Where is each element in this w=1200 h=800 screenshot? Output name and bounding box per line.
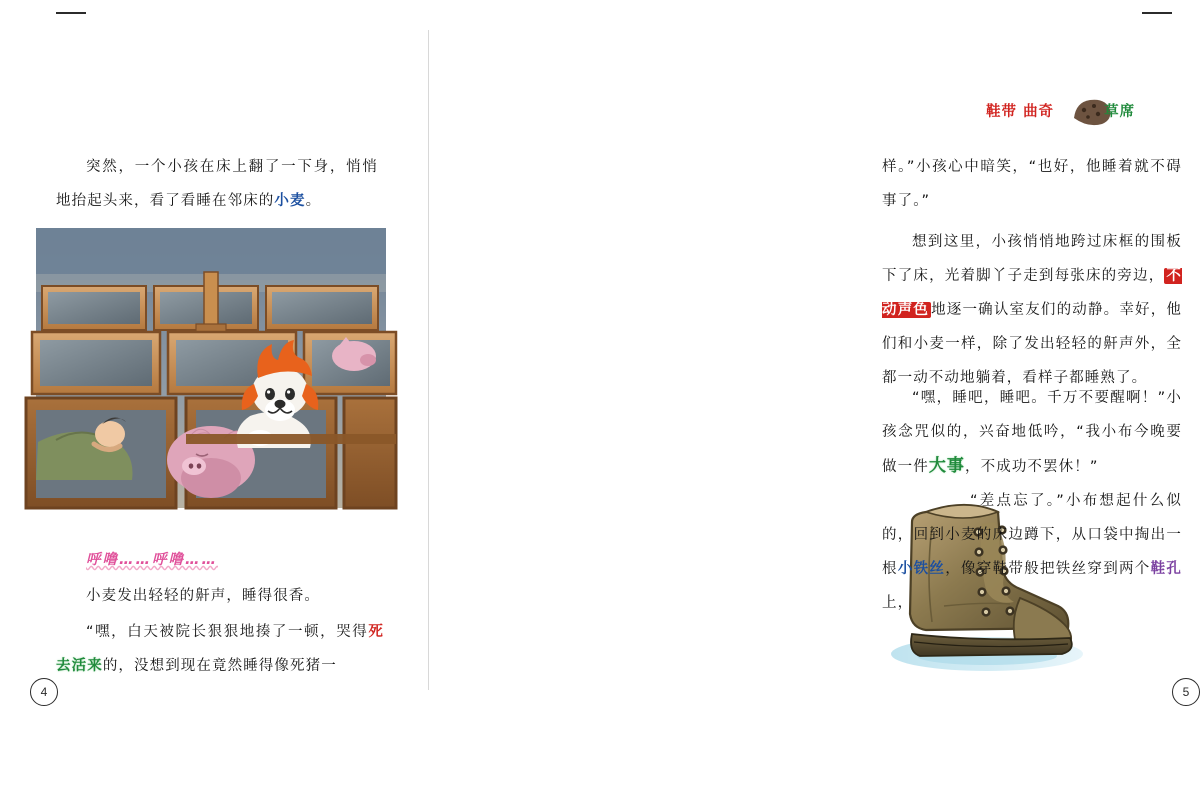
paragraph <box>882 225 1182 395</box>
left-page-bottom-paragraphs <box>56 543 384 685</box>
paragraph <box>56 579 384 613</box>
right-paragraph-3 <box>882 381 1182 486</box>
right-page <box>430 0 1190 712</box>
page-number-rule <box>56 12 86 14</box>
text-run: 样。”小孩心中暗笑，“也好，他睡着就不碍事了。” <box>882 159 1182 209</box>
text-run: “嘿，白天被院长狠狠地揍了一顿，哭得 <box>86 624 369 640</box>
page-number-text: 5 <box>1182 685 1190 699</box>
page-bottom-margin <box>0 712 800 800</box>
text-run: “差点忘了。”小布想起什么似的，回到小麦的床边蹲下，从口袋中掏出一根 <box>882 493 1182 577</box>
page-number-right <box>1172 678 1200 706</box>
left-page <box>0 0 428 712</box>
text-run: 呼噜……呼噜…… <box>86 552 218 568</box>
emphasis-word-blue: 小麦 <box>274 193 306 209</box>
right-paragraph-1 <box>882 150 1182 220</box>
emphasis-word-red: 死 <box>368 624 384 640</box>
text-run: 上， <box>882 595 914 611</box>
banner-word-1: 鞋带 <box>986 104 1017 120</box>
text-run: ，像穿鞋带般把铁丝穿到两个 <box>945 561 1151 577</box>
paragraph <box>56 615 384 683</box>
text-run: “嘿，睡吧，睡吧。千万不要醒啊！”小孩念咒似的，兴奋地低吟，“我小布今晚要做一件 <box>882 390 1182 475</box>
emphasis-word-blue: 小铁丝 <box>897 561 946 577</box>
emphasis-phrase-redbox: 不动声色 <box>882 268 1182 318</box>
paragraph <box>882 150 1182 218</box>
dormitory-svg <box>36 228 386 508</box>
chapter-banner <box>986 96 1191 130</box>
right-paragraph-4 <box>882 484 1182 622</box>
text-run: 地逐一确认室友们的动静。幸好，他们和小麦一样，除了发出轻轻的鼾声外，全都一动不动地躺着，看样子都睡熟了。 <box>882 302 1182 386</box>
right-paragraph-2 <box>882 225 1182 397</box>
page-number-rule <box>1142 12 1172 14</box>
paragraph <box>56 150 378 218</box>
sound-effect-line <box>56 543 384 577</box>
banner-word-3: 草席 <box>1104 104 1136 120</box>
chapter-banner-text <box>986 100 1135 121</box>
text-run: 突然，一个小孩在床上翻了一下身，悄悄地抬起头来，看了看睡在邻床的 <box>56 159 378 209</box>
banner-word-2: 曲奇 <box>1023 104 1055 120</box>
text-run: 想到这里，小孩悄悄地跨过床框的围板下了床，光着脚丫子走到每张床的旁边， <box>882 234 1182 284</box>
page-number-text: 4 <box>40 685 48 699</box>
emphasis-phrase-green: 大事 <box>928 456 966 476</box>
emphasis-word-green: 去活来 <box>56 658 103 674</box>
text-run: 的，没想到现在竟然睡得像死猪一 <box>102 658 337 674</box>
book-gutter <box>428 30 429 690</box>
page-number-left <box>30 678 58 706</box>
orphanage-dormitory-illustration <box>36 228 386 508</box>
text-run: 。 <box>305 193 322 209</box>
paragraph <box>882 484 1182 620</box>
text-run: 小麦发出轻轻的鼾声，睡得很香。 <box>86 588 320 604</box>
text-run: ，不成功不罢休！” <box>965 459 1099 475</box>
left-page-top-paragraph <box>56 150 378 220</box>
emphasis-word-purple: 鞋孔 <box>1150 561 1182 577</box>
paragraph <box>882 381 1182 484</box>
